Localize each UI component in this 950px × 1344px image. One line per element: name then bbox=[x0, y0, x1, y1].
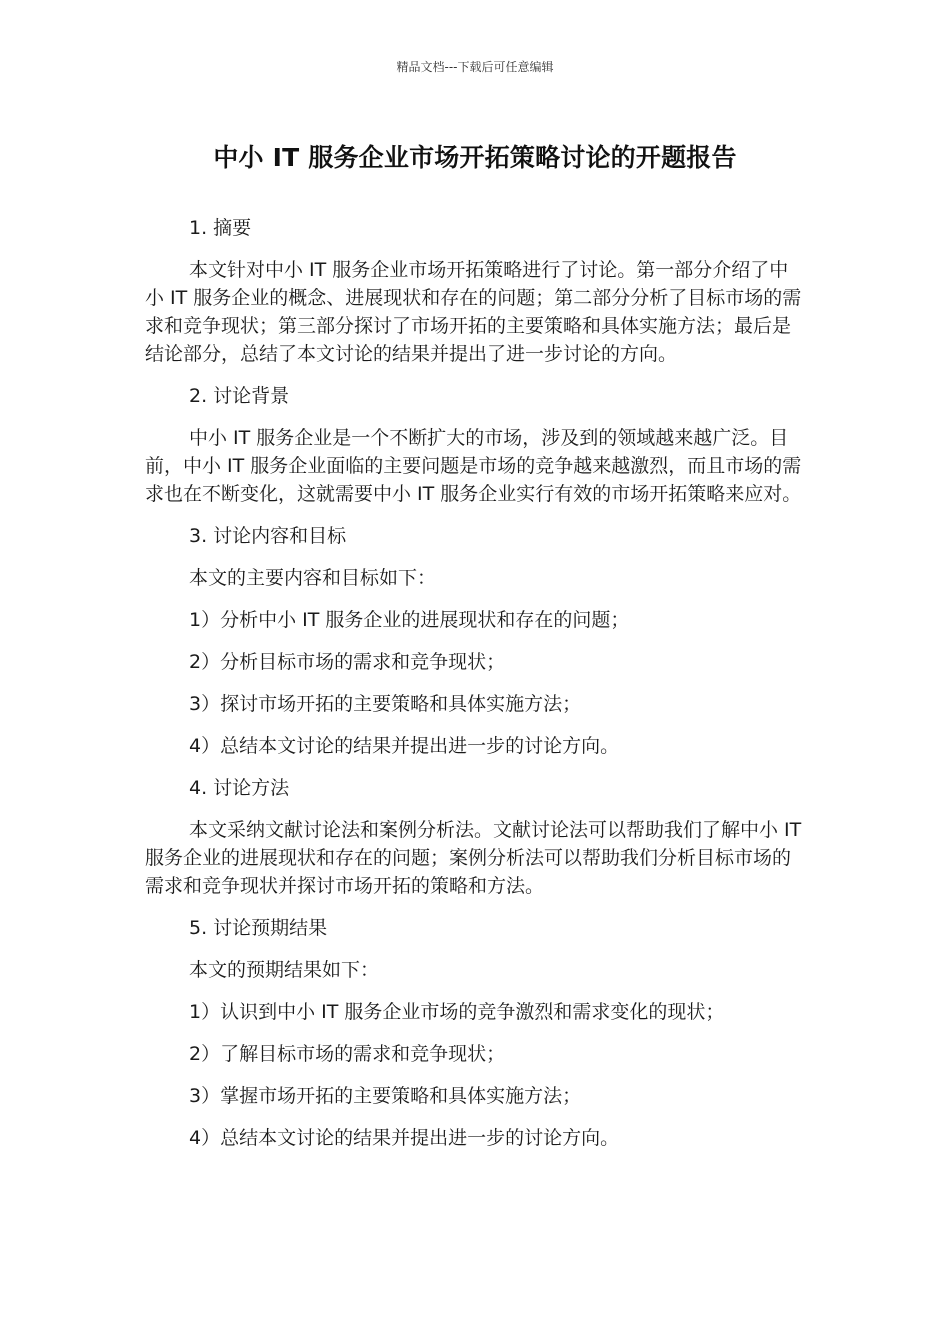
section-heading-content-goals: 3. 讨论内容和目标 bbox=[189, 525, 347, 547]
method-paragraph: 本文采纳文献讨论法和案例分析法。文献讨论法可以帮助我们了解中小 IT 服务企业的进展现状和存在的问题；案例分析法可以帮助我们分析目标市场的需求和竞争现状并探讨市场开拓的策略和方法。 bbox=[145, 819, 802, 897]
document-title: 中小 IT 服务企业市场开拓策略讨论的开题报告 bbox=[213, 143, 737, 172]
document-body bbox=[145, 214, 805, 1166]
section-heading-abstract: 1. 摘要 bbox=[189, 217, 252, 239]
content-goals-intro: 本文的主要内容和目标如下： bbox=[189, 567, 437, 589]
page-header: 精品文档---下载后可任意编辑 bbox=[396, 60, 554, 74]
list-item: 3）掌握市场开拓的主要策略和具体实施方法； bbox=[189, 1085, 582, 1107]
list-item: 4）总结本文讨论的结果并提出进一步的讨论方向。 bbox=[189, 1127, 620, 1149]
background-paragraph: 中小 IT 服务企业是一个不断扩大的市场，涉及到的领域越来越广泛。目前，中小 IT 服务企业面临的主要问题是市场的竞争越来越激烈，而且市场的需求也在不断变化，这就需要中小 IT 服务企业实行有效的市场开拓策略来应对。 bbox=[145, 427, 802, 505]
expected-results-intro: 本文的预期结果如下： bbox=[189, 959, 380, 981]
abstract-paragraph: 本文针对中小 IT 服务企业市场开拓策略进行了讨论。第一部分介绍了中小 IT 服务企业的概念、进展现状和存在的问题；第二部分分析了目标市场的需求和竞争现状；第三部分探讨了市场开拓的主要策略和具体实施方法；最后是结论部分，总结了本文讨论的结果并提出了进一步讨论的方向。 bbox=[145, 259, 802, 365]
list-item: 2）分析目标市场的需求和竞争现状； bbox=[189, 651, 506, 673]
list-item: 4）总结本文讨论的结果并提出进一步的讨论方向。 bbox=[189, 735, 620, 757]
section-heading-background: 2. 讨论背景 bbox=[189, 385, 290, 407]
section-heading-expected-results: 5. 讨论预期结果 bbox=[189, 917, 328, 939]
list-item: 2）了解目标市场的需求和竞争现状； bbox=[189, 1043, 506, 1065]
list-item: 3）探讨市场开拓的主要策略和具体实施方法； bbox=[189, 693, 582, 715]
list-item: 1）认识到中小 IT 服务企业市场的竞争激烈和需求变化的现状； bbox=[189, 1001, 725, 1023]
list-item: 1）分析中小 IT 服务企业的进展现状和存在的问题； bbox=[189, 609, 630, 631]
section-heading-method: 4. 讨论方法 bbox=[189, 777, 290, 799]
